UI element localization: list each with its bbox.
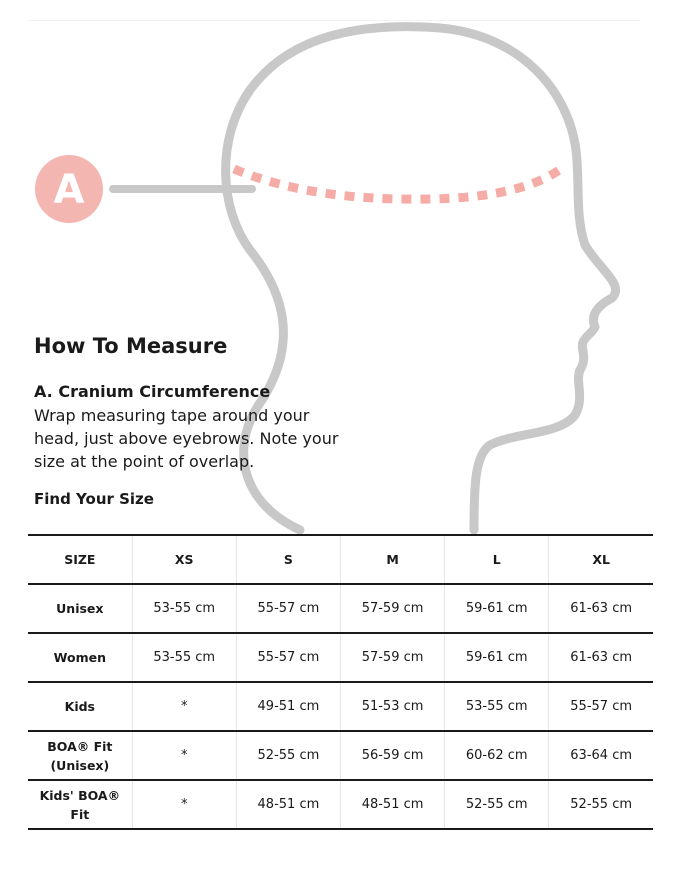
size-cell: 53-55 cm (132, 633, 236, 682)
row-label-text: Women (53, 650, 106, 665)
row-label-text: Kids' BOA® Fit (39, 787, 121, 822)
size-cell: 53-55 cm (132, 584, 236, 633)
size-cell: 56-59 cm (340, 731, 444, 780)
size-cell: 52-55 cm (445, 780, 549, 829)
size-cell: * (132, 682, 236, 731)
size-cell: 53-55 cm (445, 682, 549, 731)
row-label (28, 633, 132, 682)
row-label (28, 731, 132, 780)
column-header-size: SIZE (28, 535, 132, 584)
size-cell: 49-51 cm (236, 682, 340, 731)
size-cell: * (132, 780, 236, 829)
size-cell: 61-63 cm (549, 584, 653, 633)
measure-heading: A. Cranium Circumference (34, 382, 271, 401)
column-header-xl: XL (549, 535, 653, 584)
measure-instructions: Wrap measuring tape around your head, just above eyebrows. Note your size at the point of overlap. (34, 406, 339, 471)
table-row-unisex (28, 584, 653, 633)
column-header-s: S (236, 535, 340, 584)
size-cell: 59-61 cm (445, 584, 549, 633)
column-header-m: M (340, 535, 444, 584)
size-cell: 59-61 cm (445, 633, 549, 682)
find-size-heading: Find Your Size (34, 490, 154, 508)
size-cell: 48-51 cm (340, 780, 444, 829)
table-row-kids-boa-fit (28, 780, 653, 829)
size-cell: 55-57 cm (236, 633, 340, 682)
size-cell: 55-57 cm (549, 682, 653, 731)
row-label-subtext: (Unisex) (50, 757, 110, 773)
size-cell: 60-62 cm (445, 731, 549, 780)
size-cell: 55-57 cm (236, 584, 340, 633)
size-cell: * (132, 731, 236, 780)
size-cell: 51-53 cm (340, 682, 444, 731)
table-row-women (28, 633, 653, 682)
size-cell: 57-59 cm (340, 584, 444, 633)
column-header-xs: XS (132, 535, 236, 584)
row-label-text: Unisex (56, 601, 104, 616)
marker-a-label: A (53, 167, 85, 213)
size-cell: 57-59 cm (340, 633, 444, 682)
size-cell: 63-64 cm (549, 731, 653, 780)
row-label-text: BOA® Fit (47, 738, 113, 754)
row-label-text: Kids (64, 699, 95, 714)
table-row-kids (28, 682, 653, 731)
size-cell: 61-63 cm (549, 633, 653, 682)
size-cell: 52-55 cm (549, 780, 653, 829)
row-label (28, 780, 132, 829)
size-cell: 48-51 cm (236, 780, 340, 829)
page-title: How To Measure (34, 334, 228, 358)
size-chart-table (28, 534, 653, 830)
column-header-l: L (445, 535, 549, 584)
row-label (28, 584, 132, 633)
size-cell: 52-55 cm (236, 731, 340, 780)
size-table-header-row (28, 535, 653, 584)
table-row-boa-fit-unisex (28, 731, 653, 780)
measurement-tape-line (234, 168, 562, 199)
row-label (28, 682, 132, 731)
